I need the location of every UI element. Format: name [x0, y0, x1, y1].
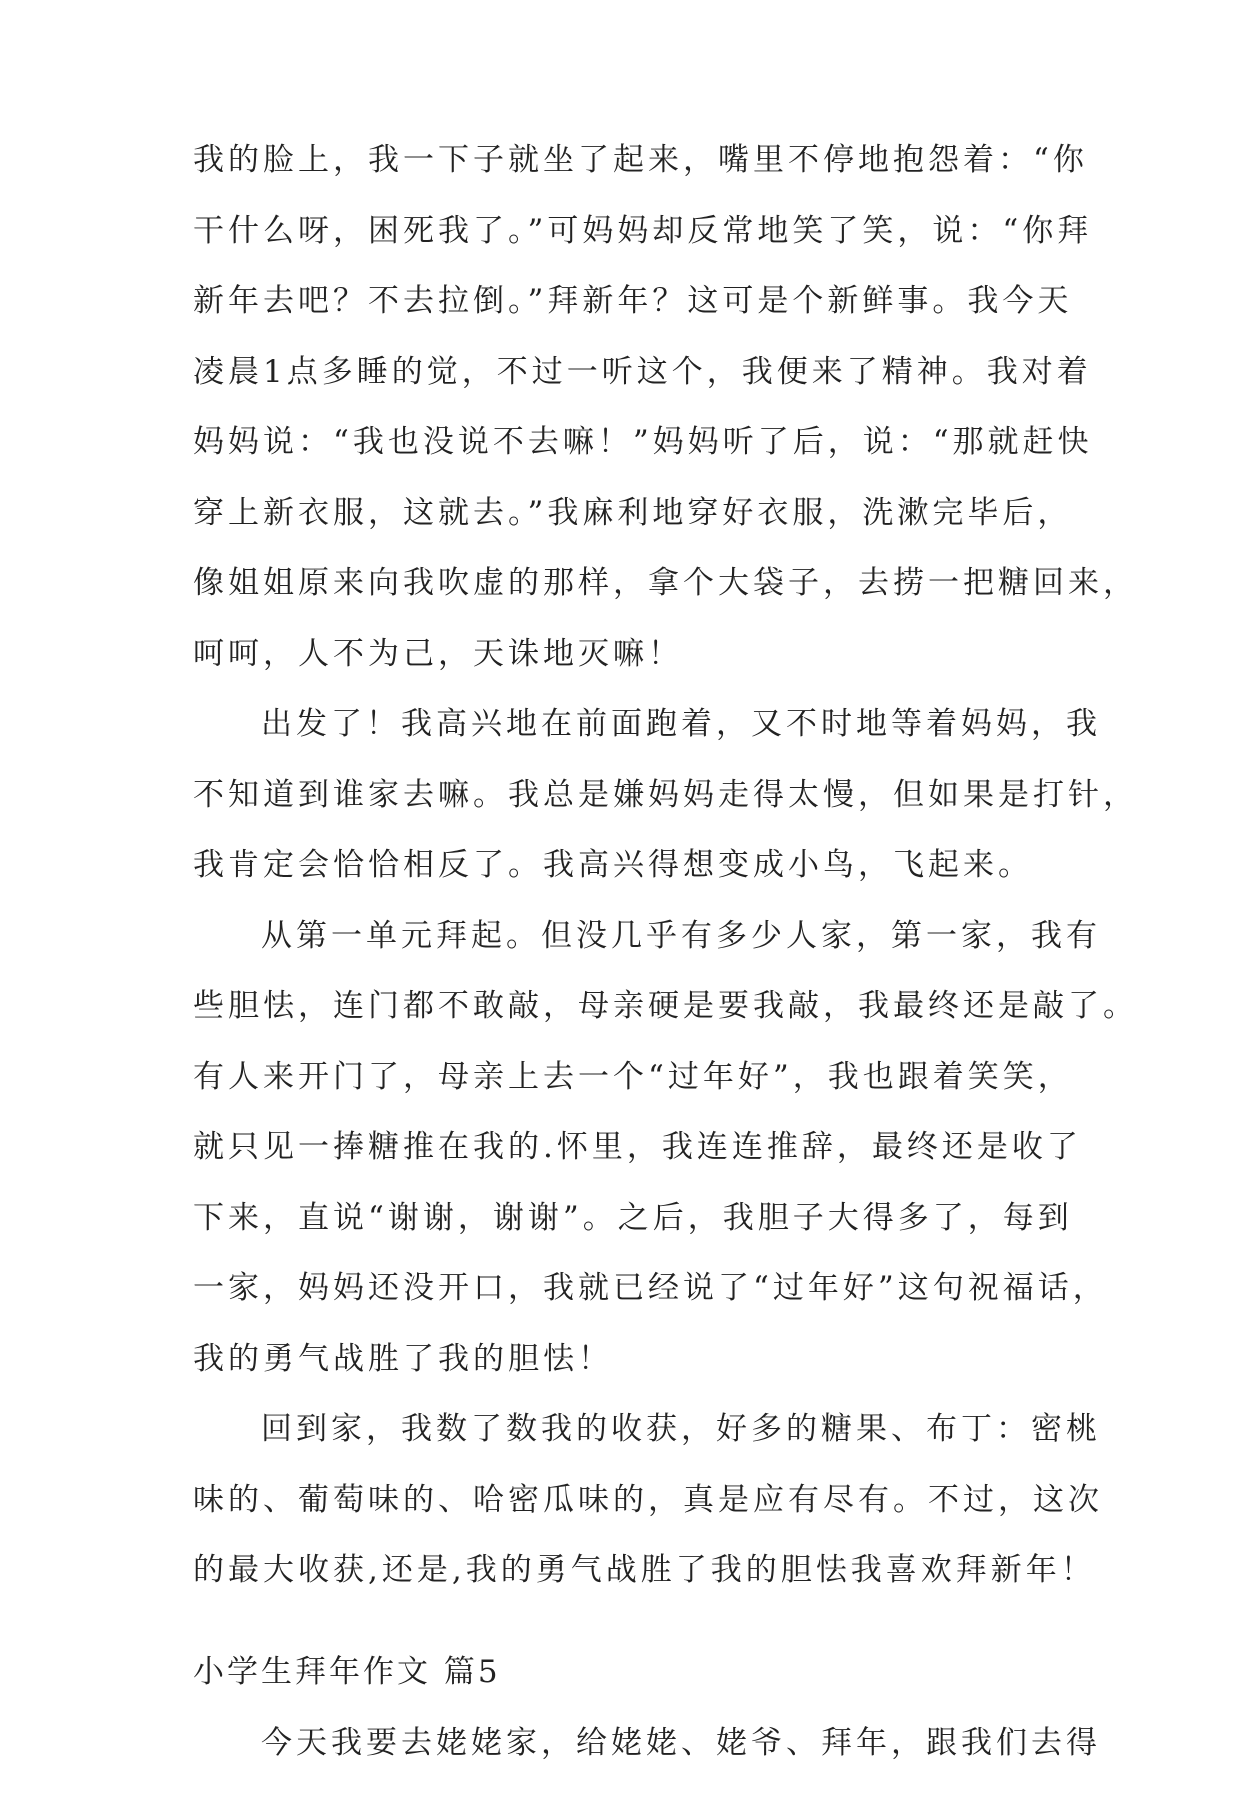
text-line: 我的勇气战胜了我的胆怯！ [193, 1340, 613, 1377]
text-line: 的最大收获,还是,我的勇气战胜了我的胆怯我喜欢拜新年！ [193, 1552, 1096, 1588]
text-line: 下来，直说“谢谢，谢谢”。之后，我胆子大得多了，每到 [193, 1199, 1073, 1236]
paragraph [193, 704, 1138, 885]
text-line: 新年去吧？不去拉倒。”拜新年？这可是个新鲜事。我今天 [193, 283, 1073, 319]
text-line: 干什么呀，困死我了。”可妈妈却反常地笑了笑，说：“你拜 [193, 212, 1093, 249]
text-line: 出发了！我高兴地在前面跑着，又不时地等着妈妈，我 [261, 706, 1101, 742]
paragraph [193, 140, 1138, 674]
text-line: 我肯定会恰恰相反了。我高兴得想变成小鸟，飞起来。 [193, 847, 1033, 883]
text-line: 回到家，我数了数我的收获，好多的糖果、布丁：密桃 [261, 1411, 1101, 1447]
text-line: 从第一单元拜起。但没几乎有多少人家，第一家，我有 [261, 917, 1101, 954]
document-page [193, 140, 1138, 1793]
text-line: 今天我要去姥姥家，给姥姥、姥爷、拜年，跟我们去得 [261, 1724, 1101, 1761]
text-line: 一家，妈妈还没开口，我就已经说了“过年好”这句祝福话， [193, 1270, 1108, 1306]
text-line: 有人来开门了，母亲上去一个“过年好”，我也跟着笑笑， [193, 1058, 1073, 1095]
text-line: 就只见一捧糖推在我的.怀里，我连连推辞，最终还是收了 [193, 1129, 1082, 1165]
paragraph [193, 916, 1138, 1379]
paragraph [193, 1409, 1103, 1590]
section-heading: 小学生拜年作文 篇5 [193, 1654, 501, 1690]
paragraph [193, 1723, 1101, 1763]
text-line: 些胆怯，连门都不敢敲，母亲硬是要我敲，我最终还是敲了。 [193, 988, 1138, 1024]
text-line: 妈妈说：“我也没说不去嘛！”妈妈听了后，说：“那就赶快 [193, 424, 1093, 460]
text-line: 不知道到谁家去嘛。我总是嫌妈妈走得太慢，但如果是打针， [193, 776, 1138, 813]
text-line: 像姐姐原来向我吹虚的那样，拿个大袋子，去捞一把糖回来， [193, 565, 1138, 601]
text-line: 呵呵，人不为己，天诛地灭嘛！ [193, 635, 683, 672]
text-line: 凌晨1点多睡的觉，不过一听这个，我便来了精神。我对着 [193, 353, 1092, 390]
text-line: 味的、葡萄味的、哈密瓜味的，真是应有尽有。不过，这次 [193, 1481, 1103, 1518]
text-line: 我的脸上，我一下子就坐了起来，嘴里不停地抱怨着：“你 [193, 142, 1088, 178]
text-line: 穿上新衣服，这就去。”我麻利地穿好衣服，洗漱完毕后， [193, 494, 1073, 531]
